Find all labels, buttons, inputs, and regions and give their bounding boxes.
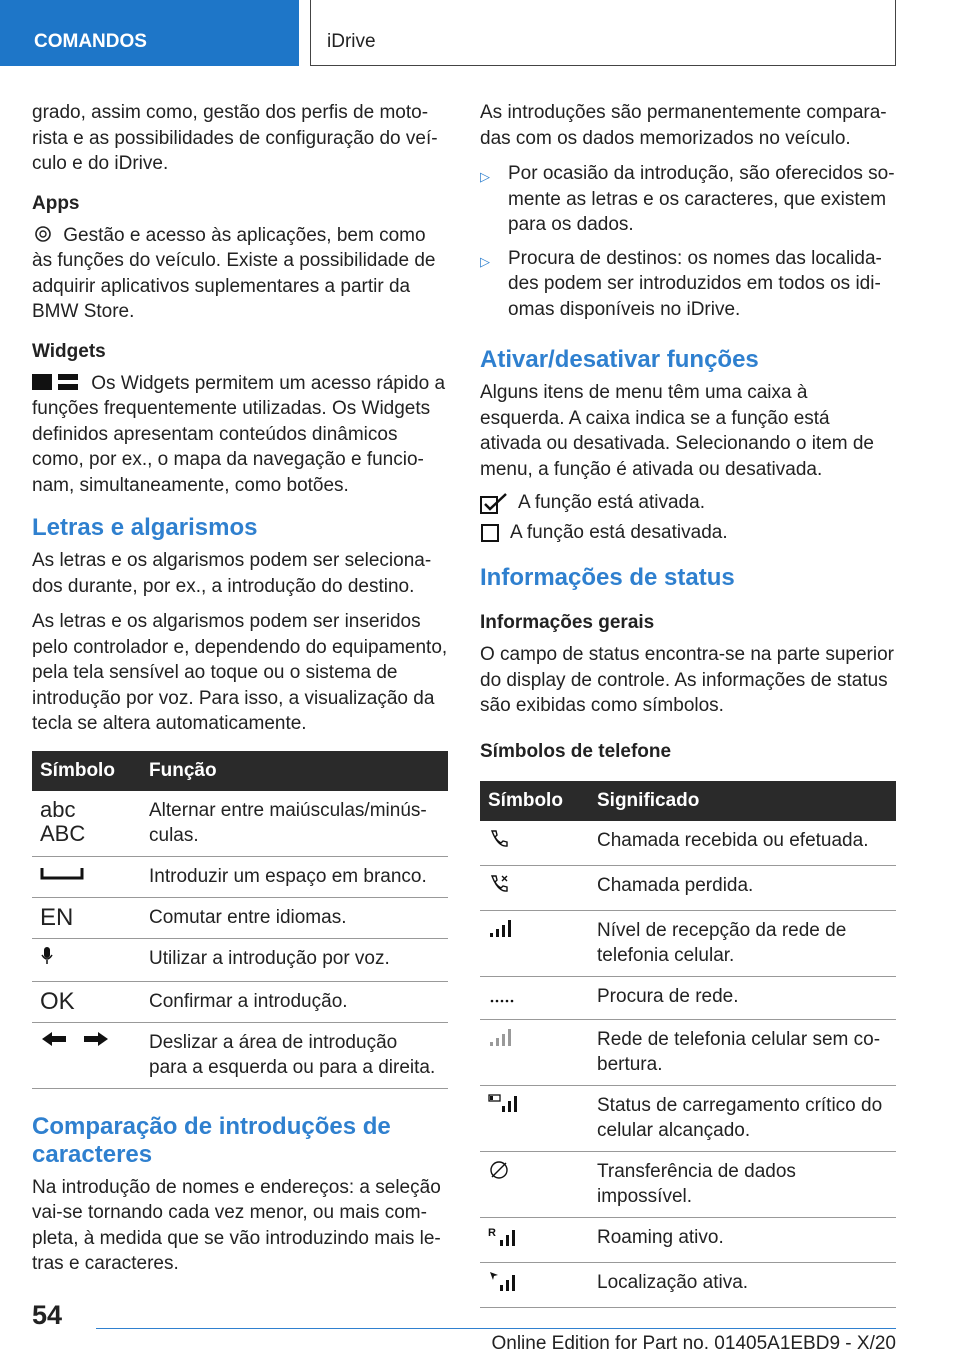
table-cell: Comutar entre idiomas. <box>141 897 448 938</box>
no-coverage-icon <box>488 1027 516 1047</box>
signal-full-icon <box>488 918 516 938</box>
table-row <box>480 1217 896 1262</box>
header-meaning: Significado <box>589 781 896 821</box>
active-row <box>480 492 896 514</box>
table-row <box>32 1022 448 1088</box>
table-row <box>480 821 896 866</box>
apps-gear-icon <box>32 224 54 244</box>
letters-paragraph-1: As letras e os algarismos podem ser selecionados durante, por ex., a introdução do destino. <box>32 550 432 597</box>
table-cell: Confirmar a introdução. <box>141 981 448 1022</box>
widgets-title: Widgets <box>32 340 106 362</box>
table-row <box>32 791 448 857</box>
toggle-heading: Ativar/desativar funções <box>480 346 759 373</box>
widgets-text: Os Widgets permitem um acesso rápido a funções frequentemente utilizadas. Os Widgets definidos apresentam conteúdos dinâmicos como, por ex., o mapa da navegação e funcionam, simultaneamente, como botões. <box>32 372 446 496</box>
inactive-row <box>480 522 896 544</box>
table-cell: Introduzir um espaço em branco. <box>141 856 448 897</box>
table-row <box>480 1151 896 1217</box>
network-search-icon <box>488 984 516 1004</box>
table-row <box>480 1085 896 1151</box>
input-symbols-table <box>32 751 448 1089</box>
table-row <box>32 897 448 938</box>
bullet-text: Procura de destinos: os nomes das localidades podem ser introduzidos em todos os idiomas disponíveis no iDrive. <box>508 247 882 320</box>
table-cell: Deslizar a área de introdução para a esquerda ou para a direita. <box>141 1022 448 1088</box>
table-cell: Status de carregamento crítico do celular alcançado. <box>589 1085 896 1151</box>
table-cell: Nível de recepção da rede de telefonia celular. <box>589 910 896 976</box>
letters-heading: Letras e algarismos <box>32 514 258 541</box>
roaming-icon <box>488 1225 518 1247</box>
header-symbol: Símbolo <box>32 751 141 791</box>
arrow-left-right-icon <box>40 1030 110 1048</box>
header-symbol: Símbolo <box>480 781 589 821</box>
table-cell: Alternar entre maiúsculas/minúsculas. <box>141 791 448 857</box>
ok-symbol: OK <box>32 981 141 1022</box>
table-row <box>480 865 896 910</box>
table-row <box>480 1262 896 1307</box>
svg-text:R: R <box>488 1226 496 1239</box>
apps-paragraph <box>32 223 448 325</box>
missed-call-icon <box>488 873 510 895</box>
space-key-icon <box>40 864 84 882</box>
inactive-text: A função está desativada. <box>510 522 728 543</box>
table-cell: Chamada recebida ou efetuada. <box>589 821 896 866</box>
table-cell: Procura de rede. <box>589 976 896 1019</box>
widgets-icon <box>32 373 82 391</box>
bullet-item <box>480 246 896 323</box>
compare-paragraph: Na introdução de nomes e endereços: a seleção vai-se tornando cada vez menor, ou mais completa, à medida que se vão introduzindo mais letras e caracteres. <box>32 1176 441 1274</box>
chapter-tab <box>310 0 896 66</box>
bullet-item <box>480 161 896 238</box>
bullet-marker-icon: ▷ <box>480 169 490 184</box>
apps-title: Apps <box>32 192 80 214</box>
location-icon <box>488 1270 518 1292</box>
section-tab <box>0 0 299 66</box>
table-row <box>32 938 448 981</box>
table-cell: Utilizar a introdução por voz. <box>141 938 448 981</box>
status-heading: Informações de status <box>480 564 735 591</box>
widgets-paragraph <box>32 371 448 499</box>
chapter-title: iDrive <box>327 31 376 52</box>
compare-heading: Comparação de introduções de caracteres <box>32 1112 391 1168</box>
general-paragraph: O campo de status encontra-se na parte superior do display de controle. As informações de status são exibidas como símbolos. <box>480 644 895 716</box>
bullet-text: Por ocasião da introdução, são oferecidos somente as letras e os caracteres, que existem para os dados. <box>508 163 895 235</box>
right-intro: As introduções são permanentemente comparadas com os dados memorizados no veículo. <box>480 102 887 149</box>
table-row <box>480 976 896 1019</box>
active-text: A função está ativada. <box>518 492 705 513</box>
phone-title: Símbolos de telefone <box>480 740 672 762</box>
table-row <box>480 910 896 976</box>
call-icon <box>488 828 510 850</box>
header-function: Função <box>141 751 448 791</box>
table-cell: Rede de telefonia celular sem cobertura. <box>589 1019 896 1085</box>
checkbox-empty-icon <box>480 522 502 544</box>
letters-paragraph-2: As letras e os algarismos podem ser inseridos pelo controlador e, dependendo do equipamento, pela tela sensível ao toque ou o sistema de introdução por voz. Para isso, a visualização da tecla se altera automaticamente. <box>32 611 448 734</box>
phone-symbols-table <box>480 781 896 1308</box>
apps-text: Gestão e acesso às aplicações, bem como às funções do veículo. Existe a possibilidade de adquirir aplicativos suplementares a partir da BMW Store. <box>32 224 436 322</box>
table-header <box>32 751 448 791</box>
section-title: COMANDOS <box>34 31 147 52</box>
table-header <box>480 781 896 821</box>
toggle-paragraph: Alguns itens de menu têm uma caixa à esquerda. A caixa indica se a função está ativada ou desativada. Selecionando o item de menu, a função é ativada ou desativada. <box>480 382 874 480</box>
right-column <box>480 100 896 1318</box>
table-row <box>480 1019 896 1085</box>
case-toggle-symbol: abc ABC <box>32 791 141 857</box>
table-cell: Localização ativa. <box>589 1262 896 1307</box>
table-cell: Transferência de dados impossível. <box>589 1151 896 1217</box>
microphone-icon <box>40 946 54 966</box>
data-off-icon <box>488 1159 510 1181</box>
table-row <box>32 981 448 1022</box>
bullet-marker-icon: ▷ <box>480 253 490 269</box>
table-cell: Chamada perdida. <box>589 865 896 910</box>
battery-critical-icon <box>488 1093 518 1113</box>
footer-edition: Online Edition for Part no. 01405A1EBD9 - X/20 <box>96 1328 896 1355</box>
left-column <box>32 100 448 1287</box>
general-title: Informações gerais <box>480 612 655 633</box>
page-number: 54 <box>32 1300 63 1330</box>
checkbox-checked-icon <box>480 492 510 514</box>
table-cell: Roaming ativo. <box>589 1217 896 1262</box>
language-symbol: EN <box>32 897 141 938</box>
table-row <box>32 856 448 897</box>
intro-paragraph: grado, assim como, gestão dos perfis de motorista e as possibilidades de configuração do veículo e do iDrive. <box>32 102 438 174</box>
